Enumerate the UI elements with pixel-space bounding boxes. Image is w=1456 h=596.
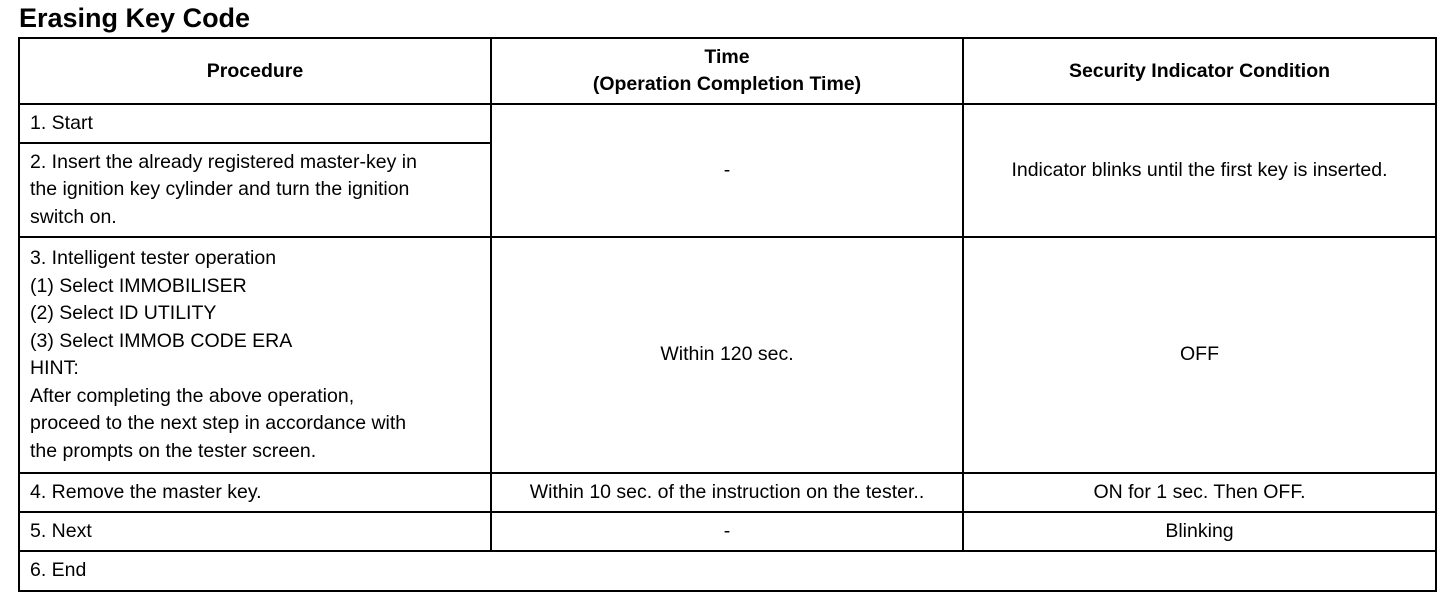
table-header-row [19, 38, 1436, 104]
tester-line-2: (1) Select IMMOBILISER [30, 274, 247, 297]
header-time-line-2: (Operation Completion Time) [592, 73, 862, 95]
tester-line-8: the prompts on the tester screen. [30, 439, 317, 462]
header-time [491, 38, 963, 104]
table-row-start [19, 104, 1436, 143]
tester-line-6: After completing the above operation, [30, 384, 355, 407]
cell-insert-time: - [491, 104, 963, 237]
cell-tester-time: Within 120 sec. [491, 237, 963, 473]
table-row-end [19, 551, 1436, 591]
cell-end: 6. End [19, 551, 1436, 591]
table-row-tester-operation [19, 237, 1436, 473]
cell-next-indicator: Blinking [963, 512, 1436, 551]
header-procedure: Procedure [19, 38, 491, 104]
tester-line-7: proceed to the next step in accordance with [30, 412, 407, 434]
cell-remove-indicator: ON for 1 sec. Then OFF. [963, 473, 1436, 512]
header-time-line-1: Time [704, 46, 750, 68]
cell-tester-operation [19, 237, 491, 473]
cell-remove-time: Within 10 sec. of the instruction on the tester.. [491, 473, 963, 512]
cell-insert-indicator: Indicator blinks until the first key is inserted. [963, 104, 1436, 237]
table-row-remove-key [19, 473, 1436, 512]
cell-remove-key: 4. Remove the master key. [19, 473, 491, 512]
header-indicator: Security Indicator Condition [963, 38, 1436, 104]
table-row-next [19, 512, 1436, 551]
tester-line-4: (3) Select IMMOB CODE ERA [30, 329, 293, 352]
tester-line-5: HINT: [30, 357, 79, 379]
insert-key-line-1: 2. Insert the already registered master-key in [30, 150, 417, 173]
insert-key-line-2: the ignition key cylinder and turn the ignition [30, 178, 410, 201]
cell-start: 1. Start [19, 104, 491, 143]
cell-next-time: - [491, 512, 963, 551]
procedure-table [18, 37, 1437, 592]
tester-line-1: 3. Intelligent tester operation [30, 247, 277, 269]
cell-insert-key [19, 143, 491, 237]
page-title: Erasing Key Code [19, 3, 251, 33]
cell-tester-indicator: OFF [963, 237, 1436, 473]
tester-line-3: (2) Select ID UTILITY [30, 302, 217, 324]
cell-next: 5. Next [19, 512, 491, 551]
insert-key-line-3: switch on. [30, 205, 117, 228]
